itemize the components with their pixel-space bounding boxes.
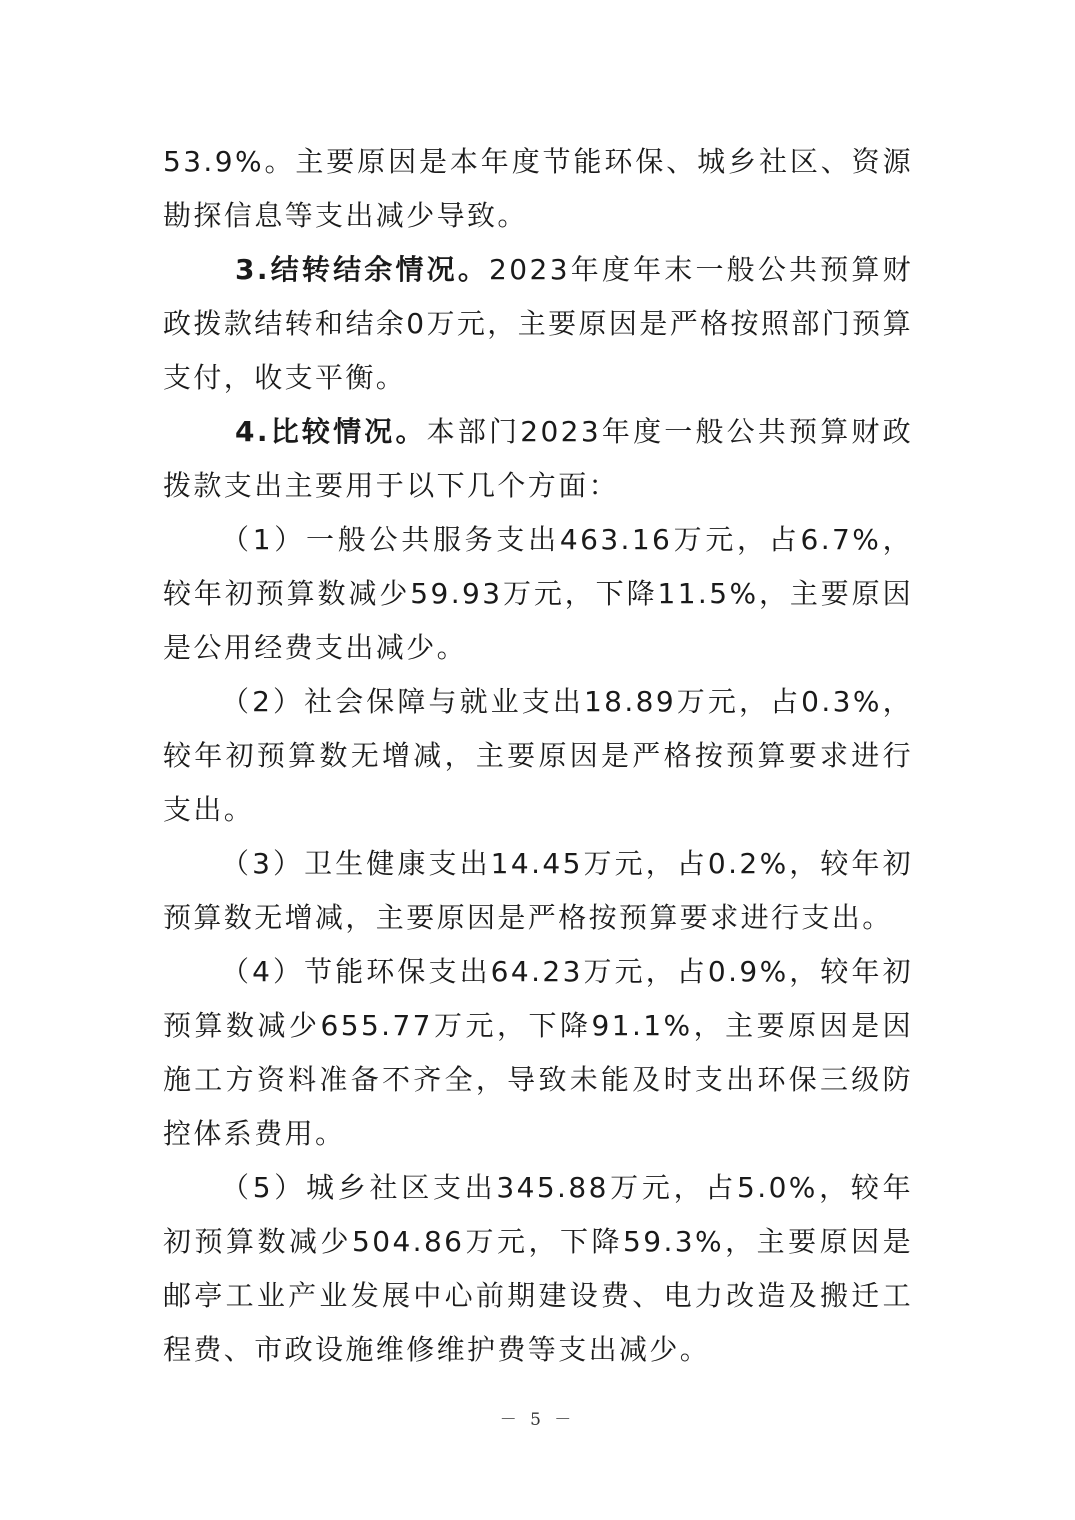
- body-text: [163, 135, 913, 1377]
- list-item-4: [163, 945, 913, 1161]
- paragraph-carryover: [163, 243, 913, 405]
- page-number: － 5 －: [499, 1410, 576, 1430]
- paragraph-continuation: [163, 135, 913, 243]
- section-heading: 3.结转结余情况。: [235, 253, 490, 286]
- list-item-1: [163, 513, 913, 675]
- paragraph-text: 本部门2023年度一般公共预算财政拨款支出主要用于以下几个方面：: [163, 415, 914, 502]
- paragraph-comparison: [163, 405, 913, 513]
- list-item-5: [163, 1161, 913, 1377]
- paragraph-text: （5）城乡社区支出345.88万元，占5.0%，较年初预算数减少504.86万元，下降59.3%，主要原因是邮亭工业产业发展中心前期建设费、电力改造及搬迁工程费、市政设施维修维护费等支出减少。: [163, 1171, 913, 1366]
- paragraph-text: （2）社会保障与就业支出18.89万元，占0.3%，较年初预算数无增减，主要原因是严格按预算要求进行支出。: [163, 685, 913, 826]
- paragraph-text: 53.9%。主要原因是本年度节能环保、城乡社区、资源勘探信息等支出减少导致。: [163, 145, 913, 232]
- list-item-3: [163, 837, 913, 945]
- section-heading: 4.比较情况。: [235, 415, 427, 448]
- paragraph-text: 2023年度年末一般公共预算财政拨款结转和结余0万元，主要原因是严格按照部门预算支付，收支平衡。: [163, 253, 913, 394]
- paragraph-text: （3）卫生健康支出14.45万元，占0.2%，较年初预算数无增减，主要原因是严格按预算要求进行支出。: [163, 847, 913, 934]
- list-item-2: [163, 675, 913, 837]
- paragraph-text: （1）一般公共服务支出463.16万元，占6.7%，较年初预算数减少59.93万元，下降11.5%，主要原因是公用经费支出减少。: [163, 523, 913, 664]
- paragraph-text: （4）节能环保支出64.23万元，占0.9%，较年初预算数减少655.77万元，下降91.1%，主要原因是因施工方资料准备不齐全，导致未能及时支出环保三级防控体系费用。: [163, 955, 913, 1150]
